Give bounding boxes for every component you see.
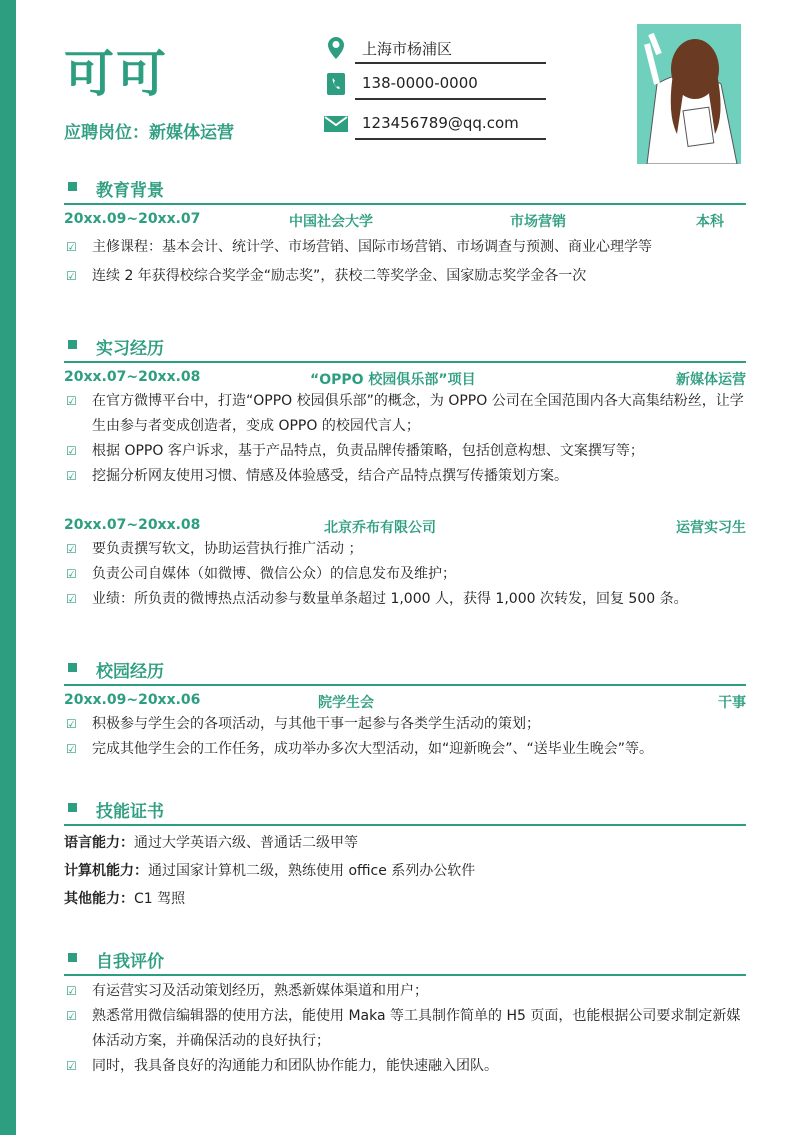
checkbox-icon: ☑: [66, 1059, 77, 1073]
email-text: 123456789@qq.com: [362, 114, 519, 132]
checkbox-icon: ☑: [66, 444, 77, 458]
section-campus: [64, 657, 746, 762]
contact-email: [324, 110, 546, 140]
left-accent-bar: [0, 0, 16, 1135]
checkbox-icon: ☑: [66, 269, 77, 283]
candidate-name: 可可: [64, 45, 168, 103]
mail-icon: [324, 112, 348, 136]
role: 干事: [718, 695, 746, 711]
section-self-evaluation: [64, 947, 746, 1079]
section-title: 校园经历: [96, 662, 164, 682]
phone-text: 138-0000-0000: [362, 74, 478, 92]
section-internship: [64, 334, 746, 612]
checkbox-icon: ☑: [66, 394, 77, 408]
job-target: 应聘岗位：新媒体运营: [64, 123, 234, 143]
checkbox-icon: ☑: [66, 742, 77, 756]
profile-photo: [637, 24, 741, 164]
checkbox-icon: ☑: [66, 592, 77, 606]
list-item: ☑ 在官方微博平台中，打造“OPPO 校园俱乐部”的概念，为 OPPO 公司在全国范围内各大高集结粉丝，让学生由参与者变成创造者，变成 OPPO 的校园代言人；: [64, 389, 746, 439]
location-pin-icon: [324, 36, 348, 60]
org: 北京乔布有限公司: [324, 520, 436, 536]
education-row: [64, 211, 746, 231]
role: 运营实习生: [676, 520, 746, 536]
list-item: ☑ 同时，我具备良好的沟通能力和团队协作能力，能快速融入团队。: [64, 1054, 746, 1079]
major: 市场营销: [510, 214, 566, 230]
skill-item: 其他能力：C1 驾照: [64, 891, 186, 907]
skill-item: 计算机能力：通过国家计算机二级，熟练使用 office 系列办公软件: [64, 863, 476, 879]
list-item: ☑ 根据 OPPO 客户诉求，基于产品特点，负责品牌传播策略，包括创意构想、文案撰写等；: [64, 439, 746, 464]
checkbox-icon: ☑: [66, 1009, 77, 1023]
checkbox-icon: ☑: [66, 567, 77, 581]
section-education: [64, 176, 746, 289]
org: “OPPO 校园俱乐部”项目: [310, 372, 476, 388]
list-item: ☑ 积极参与学生会的各项活动，与其他干事一起参与各类学生活动的策划；: [64, 712, 746, 737]
checkbox-icon: ☑: [66, 984, 77, 998]
job-row: [64, 369, 746, 389]
list-item: ☑ 要负责撰写软文，协助运营执行推广活动 ；: [64, 537, 746, 562]
checkbox-icon: ☑: [66, 717, 77, 731]
address-text: 上海市杨浦区: [362, 40, 453, 58]
checkbox-icon: ☑: [66, 542, 77, 556]
degree: 本科: [696, 214, 724, 230]
list-item: ☑ 有运营实习及活动策划经历，熟悉新媒体渠道和用户；: [64, 979, 746, 1004]
job-row: [64, 517, 746, 537]
role: 新媒体运营: [676, 372, 746, 388]
list-item: ☑ 主修课程：基本会计、统计学、市场营销、国际市场营销、市场调查与预测、商业心理学等: [64, 235, 746, 260]
phone-icon: [324, 72, 348, 96]
section-title: 实习经历: [96, 339, 164, 359]
date: 20xx.09~20xx.07: [64, 211, 201, 227]
section-title: 教育背景: [96, 181, 164, 201]
list-item: ☑ 完成其他学生会的工作任务，成功举办多次大型活动，如“迎新晚会”、“送毕业生晚会”等。: [64, 737, 746, 762]
org: 院学生会: [318, 695, 374, 711]
list-item: ☑ 负责公司自媒体（如微博、微信公众）的信息发布及维护；: [64, 562, 746, 587]
contact-phone: [324, 70, 546, 100]
section-title: 技能证书: [96, 802, 164, 822]
school: 中国社会大学: [289, 214, 373, 230]
list-item: ☑ 挖掘分析网友使用习惯、情感及体验感受，结合产品特点撰写传播策划方案。: [64, 464, 746, 489]
date: 20xx.09~20xx.06: [64, 692, 201, 708]
checkbox-icon: ☑: [66, 240, 77, 254]
list-item: ☑ 熟悉常用微信编辑器的使用方法，能使用 Maka 等工具制作简单的 H5 页面，也能根据公司要求制定新媒体活动方案，并确保活动的良好执行；: [64, 1004, 746, 1054]
section-title: 自我评价: [96, 952, 164, 972]
section-skills: [64, 797, 746, 913]
skill-item: 语言能力：通过大学英语六级、普通话二级甲等: [64, 835, 358, 851]
date: 20xx.07~20xx.08: [64, 517, 201, 533]
date: 20xx.07~20xx.08: [64, 369, 201, 385]
contact-address: [324, 34, 546, 64]
checkbox-icon: ☑: [66, 469, 77, 483]
list-item: ☑ 业绩：所负责的微博热点活动参与数量单条超过 1,000 人，获得 1,000 次转发，回复 500 条。: [64, 587, 746, 612]
campus-row: [64, 692, 746, 712]
list-item: ☑ 连续 2 年获得校综合奖学金“励志奖”，获校二等奖学金、国家励志奖学金各一次: [64, 264, 746, 289]
